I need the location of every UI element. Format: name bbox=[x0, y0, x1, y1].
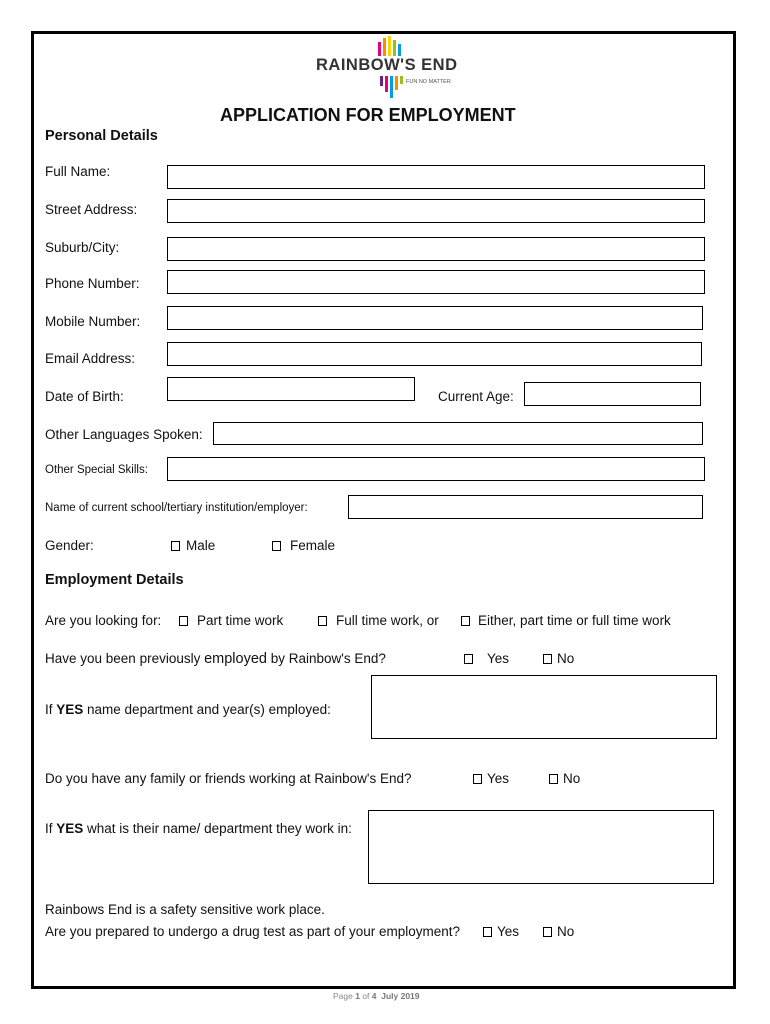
footer-page-word: Page bbox=[333, 991, 356, 1001]
employment-details-heading: Employment Details bbox=[45, 572, 184, 588]
family-friends-label: Do you have any family or friends working at Rainbow's End? bbox=[45, 771, 412, 786]
street-address-label: Street Address: bbox=[45, 202, 138, 217]
page-footer bbox=[333, 991, 420, 1001]
if-yes-bold-2: YES bbox=[56, 821, 84, 836]
logo-tagline: FUN NO MATTER bbox=[406, 79, 451, 85]
current-age-label: Current Age: bbox=[438, 389, 514, 404]
either-label: Either, part time or full time work bbox=[478, 613, 671, 628]
family-yes-label: Yes bbox=[487, 771, 510, 786]
school-employer-label: Name of current school/tertiary institution/employer: bbox=[45, 502, 308, 514]
personal-details-heading: Personal Details bbox=[45, 128, 158, 144]
if-prefix: If bbox=[45, 702, 57, 717]
page-title: APPLICATION FOR EMPLOYMENT bbox=[220, 105, 516, 125]
if-prefix-2: If bbox=[45, 821, 57, 836]
date-of-birth-label: Date of Birth: bbox=[45, 389, 124, 404]
if-yes-dept-text: name department and year(s) employed: bbox=[83, 702, 331, 717]
previously-no-label: No bbox=[557, 651, 575, 666]
suburb-city-label: Suburb/City: bbox=[45, 240, 120, 255]
full-time-label: Full time work, or bbox=[336, 613, 439, 628]
male-label: Male bbox=[186, 538, 216, 553]
logo-brand: RAINBOW'S END bbox=[316, 56, 458, 74]
footer-of-word: of bbox=[359, 991, 372, 1001]
previously-yes-label: Yes bbox=[487, 651, 510, 666]
page-border bbox=[31, 31, 736, 989]
other-special-skills-label: Other Special Skills: bbox=[45, 464, 148, 476]
other-languages-label: Other Languages Spoken: bbox=[45, 427, 203, 442]
female-label: Female bbox=[290, 538, 336, 553]
if-yes-name-text: what is their name/ department they work in: bbox=[83, 821, 352, 836]
part-time-label: Part time work bbox=[197, 613, 284, 628]
footer-date: July 2019 bbox=[376, 991, 420, 1001]
if-yes-bold: YES bbox=[56, 702, 84, 717]
gender-label: Gender: bbox=[45, 538, 94, 553]
family-no-label: No bbox=[563, 771, 581, 786]
previously-prefix: Have you been previously bbox=[45, 651, 205, 666]
footer-total: 4 bbox=[371, 991, 377, 1001]
mobile-number-label: Mobile Number: bbox=[45, 314, 141, 329]
full-name-label: Full Name: bbox=[45, 164, 111, 179]
email-address-label: Email Address: bbox=[45, 351, 136, 366]
safety-sensitive-text: Rainbows End is a safety sensitive work place. bbox=[45, 902, 325, 917]
phone-number-label: Phone Number: bbox=[45, 276, 140, 291]
footer-page-num: 1 bbox=[355, 991, 360, 1001]
drug-test-no-label: No bbox=[557, 924, 575, 939]
previously-emph: employed bbox=[204, 651, 267, 667]
previously-suffix: by Rainbow's End? bbox=[266, 651, 386, 666]
drug-test-yes-label: Yes bbox=[497, 924, 520, 939]
drug-test-label: Are you prepared to undergo a drug test as part of your employment? bbox=[45, 924, 460, 939]
looking-for-label: Are you looking for: bbox=[45, 613, 162, 628]
